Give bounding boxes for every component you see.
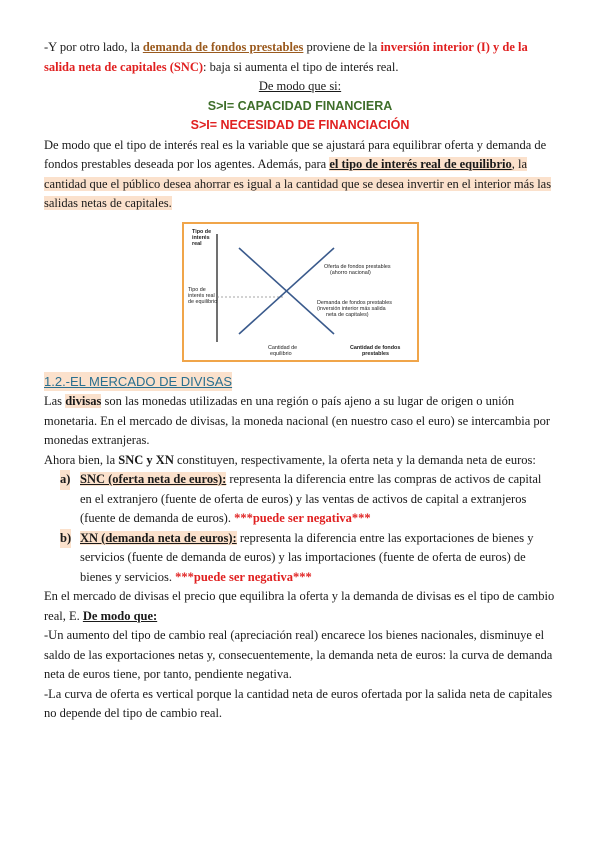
note-negative: ***puede ser negativa*** [175,569,312,584]
paragraph-divisas [44,392,556,451]
text: -Y por otro lado, la [44,40,143,54]
paragraph-snc-xn [44,451,556,471]
list-marker: b) [60,529,71,549]
list-item [44,529,556,588]
term-equilibrium: el tipo de interés real de equilibrio [329,157,512,171]
necesidad-heading: S>I= NECESIDAD DE FINANCIACIÓN [190,118,410,132]
term-demand-funds: demanda de fondos prestables [142,40,304,54]
document-page [44,38,556,724]
paragraph-exchange-rate [44,587,556,626]
x-axis-label: Cantidad de fondos prestables [350,344,401,357]
paragraph-equilibrium [44,136,556,214]
list-marker: a) [60,470,70,490]
list-item [44,470,556,529]
text: Ahora bien, la [44,452,119,467]
text: Las [44,394,66,408]
paragraph-vertical-supply: -La curva de oferta es vertical porque la cantidad neta de euros ofertada por la salida neta de capitales no depende del tipo de cambio real. [44,686,553,720]
text-highlighted: , la cantidad que el público desea ahorrar es igual a la cantidad que se desea invertir en el interior más las salidas netas de capitales. [44,157,552,210]
term-xn: XN (demanda neta de euros): [80,530,237,545]
paragraph-demand-funds [44,38,556,77]
text: proviene de la [303,40,381,54]
loanable-funds-chart [182,222,419,362]
demand-label: Demanda de fondos prestables (inversión interior más salida neta de capitales) [317,299,392,318]
x-tick-label: Cantidad de equilibrio [268,344,298,357]
text: son las monedas utilizadas en una región o país ajeno a su lugar de origen o unión monetaria. En el mercado de divisas, la moneda nacional (en nuestro caso el euro) se intercambia por monedas extranjeras. [44,394,551,447]
text: representa la diferencia entre las exportaciones de bienes y servicios (fuente de demanda de euros) y las importaciones (fuente de oferta de euros) de bienes y servicios. [80,530,534,584]
text: constituyen, respectivamente, la oferta neta y la demanda neta de euros: [173,452,536,467]
definition-list [44,470,556,587]
y-tick-label: Tipo de interés real de equilibrio [188,286,218,305]
text: representa la diferencia entre las compras de activos de capital en el extranjero (fuente de oferta de euros) y las ventas de activos de capital a extranjeros (fuente de demanda de euros). [80,472,542,525]
paragraph-appreciation: -Un aumento del tipo de cambio real (apreciación real) encarece los bienes nacionales, disminuye el saldo de las exportaciones netas y, consecuentemente, la demanda neta de euros: la curva de demanda neta de euros tiene, por tanto, pendiente negativa. [44,628,553,681]
capacidad-heading: S>I= CAPACIDAD FINANCIERA [207,98,393,113]
term-snc-xn: SNC y XN [118,452,174,467]
y-axis-label: Tipo de interés real [192,228,212,247]
text: De modo que el tipo de interés real es la variable que se ajustará para equilibrar oferta y demanda de fondos prestables deseada por los agentes. Además, para [44,137,547,171]
text: : baja si aumenta el tipo de interés real. [203,59,399,74]
term-divisas: divisas [65,394,102,408]
chart-svg [184,224,417,360]
de-modo-que-si: De modo que si: [258,79,342,93]
section-heading-divisas: 1.2.-EL MERCADO DE DIVISAS [44,372,232,392]
supply-label: Oferta de fondos prestables (ahorro nacional) [324,263,391,276]
text: En el mercado de divisas el precio que equilibra la oferta y la demanda de divisas es el tipo de cambio real, E. [44,589,555,623]
term-snc: SNC (oferta neta de euros): [80,472,227,486]
term-investment: inversión interior (I) y de la salida neta de capitales (SNC) [44,40,528,74]
de-modo-que: De modo que: [82,608,158,623]
note-negative: ***puede ser negativa*** [234,511,371,525]
